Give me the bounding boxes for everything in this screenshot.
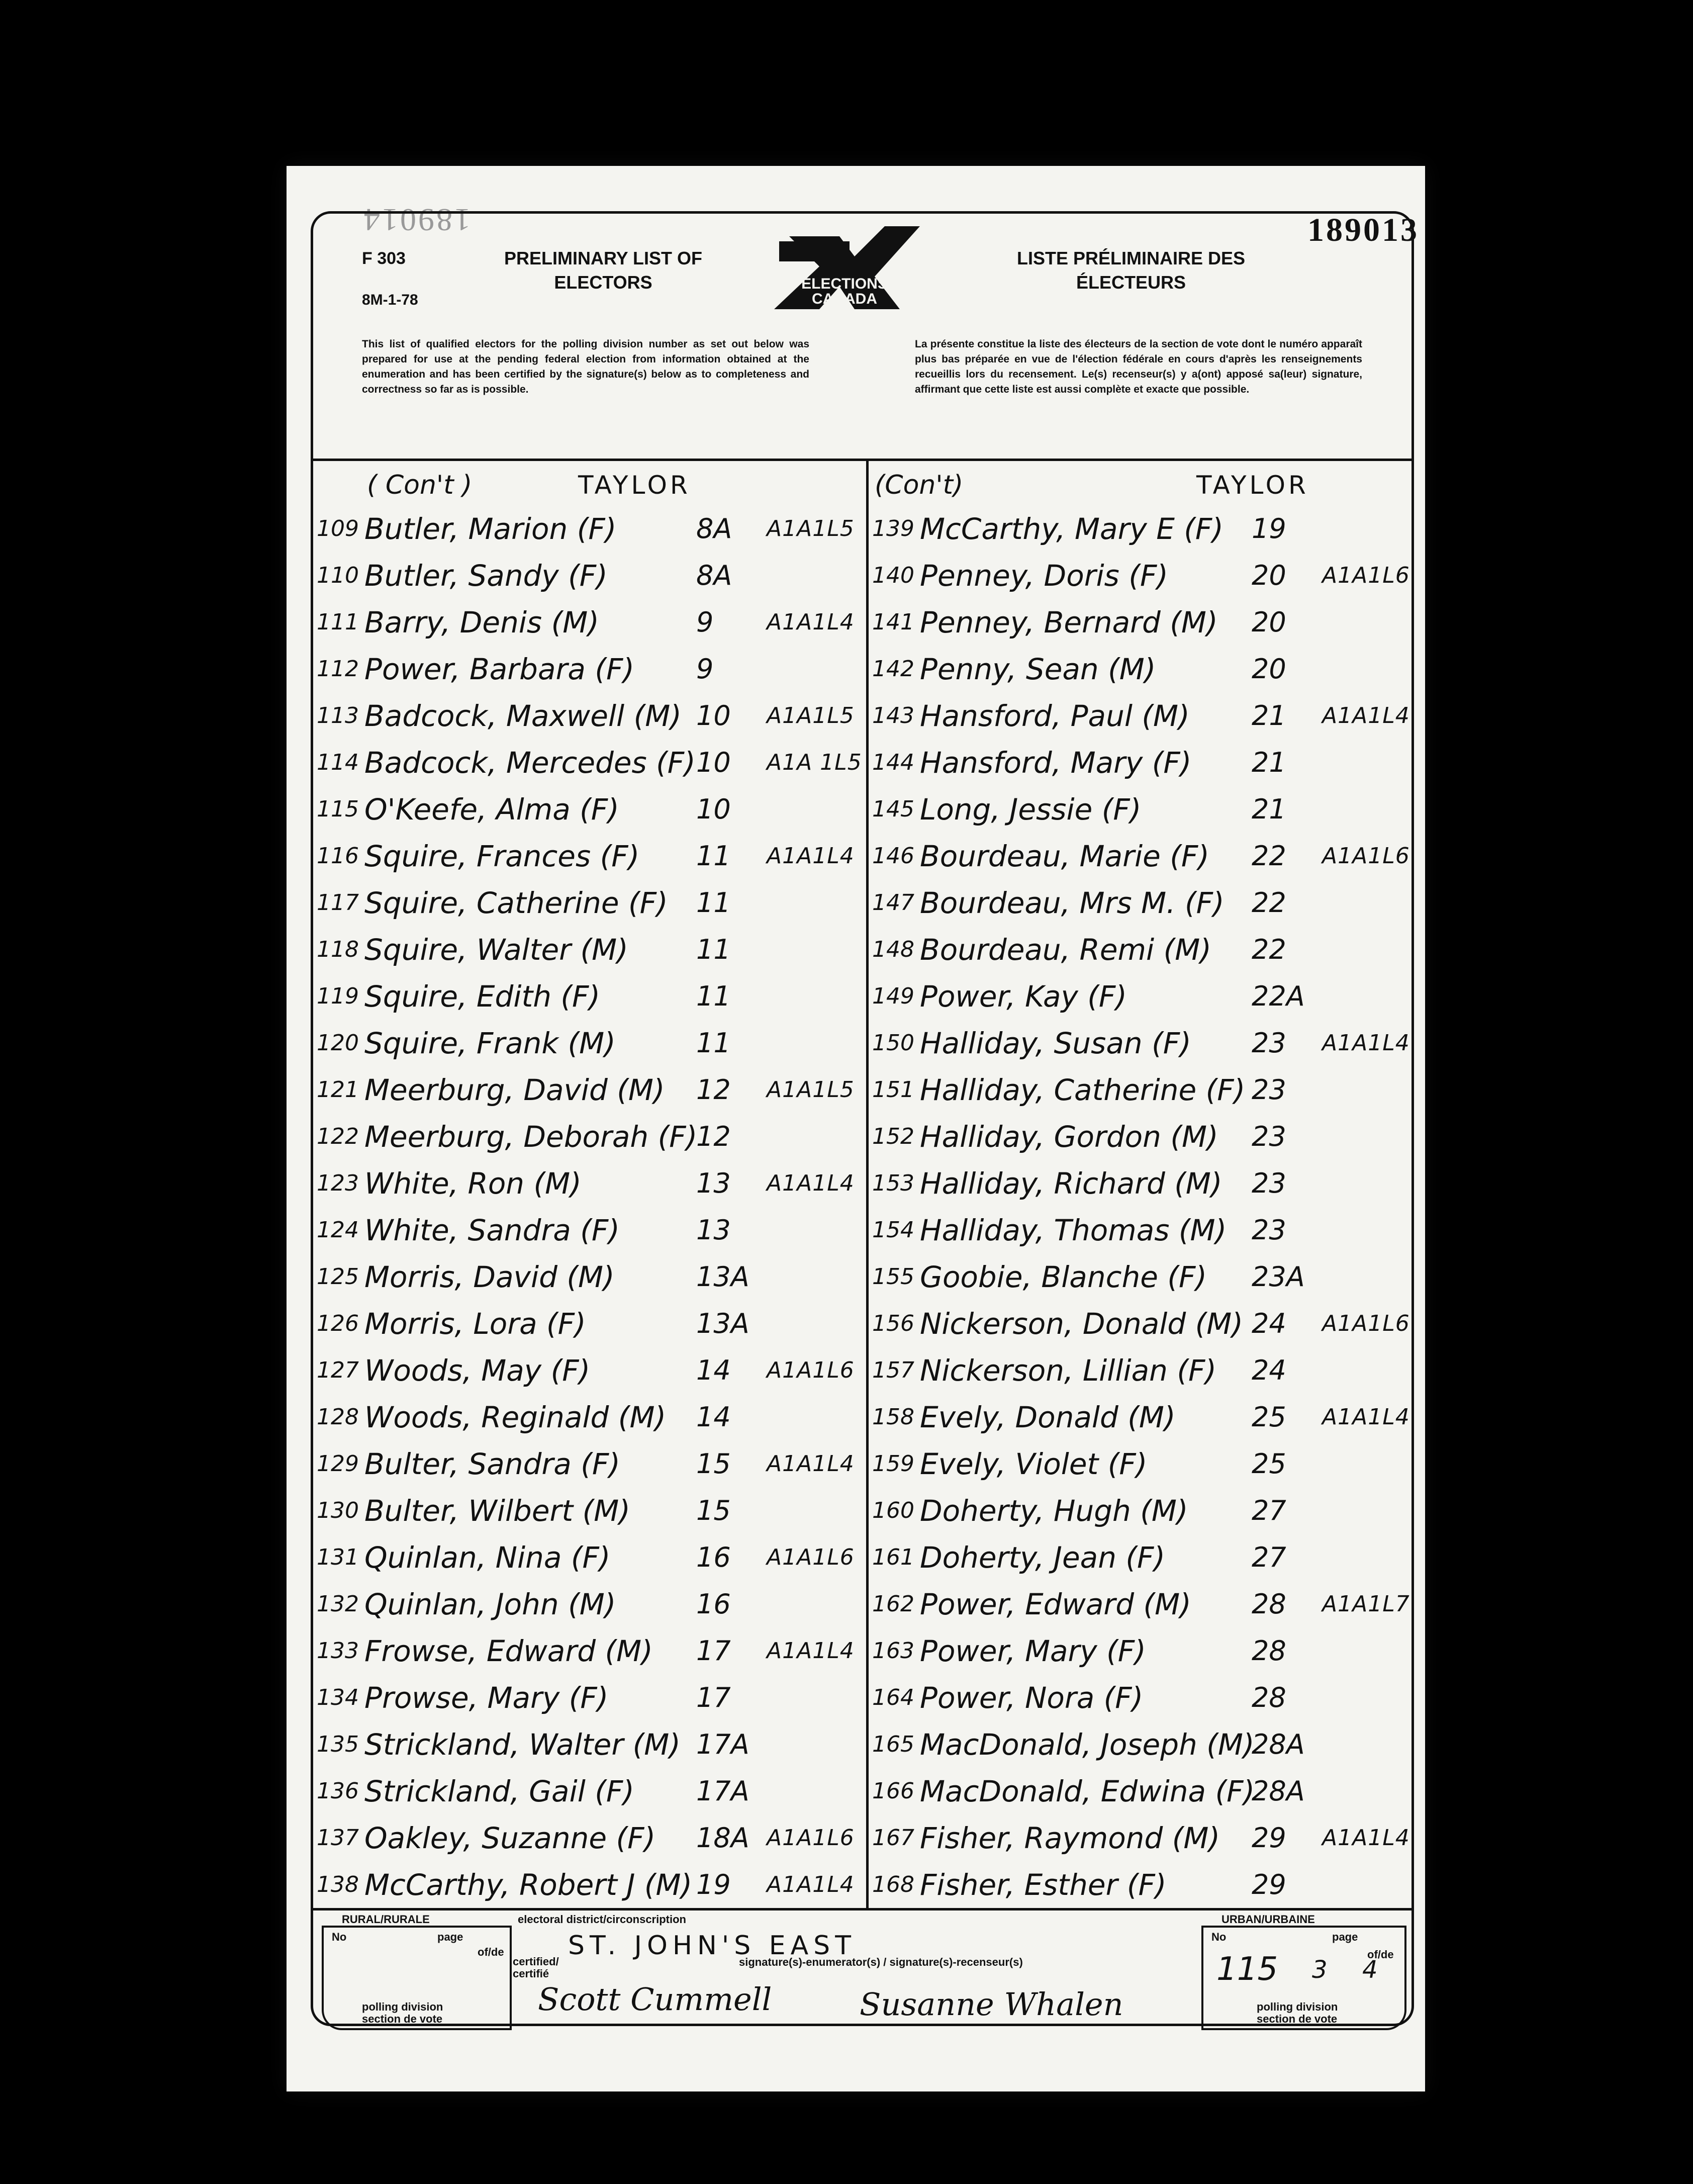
elector-name: Squire, Frank (M) <box>364 1026 616 1060</box>
elector-row <box>872 1160 1397 1207</box>
header-divider <box>311 459 1412 461</box>
house-number: 21 <box>1252 747 1286 778</box>
elector-name: Halliday, Richard (M) <box>920 1166 1222 1201</box>
elector-row <box>872 646 1397 692</box>
house-number: 29 <box>1252 1869 1286 1900</box>
elector-row <box>872 1394 1410 1440</box>
elector-number: 129 <box>317 1451 359 1477</box>
elector-name: Power, Kay (F) <box>920 979 1127 1014</box>
elector-number: 158 <box>872 1404 914 1430</box>
elector-row <box>872 1861 1397 1908</box>
elector-number: 153 <box>872 1170 914 1196</box>
elector-row <box>872 973 1397 1020</box>
elector-name: Barry, Denis (M) <box>364 605 599 640</box>
elector-name: Halliday, Susan (F) <box>920 1026 1191 1060</box>
house-number: 28A <box>1252 1728 1305 1760</box>
elector-row <box>317 1113 842 1160</box>
right-column-header <box>875 468 1309 503</box>
house-number: 23A <box>1252 1261 1305 1293</box>
rural-label: RURAL/RURALE <box>342 1913 430 1926</box>
elector-number: 110 <box>317 563 359 588</box>
elector-name: Oakley, Suzanne (F) <box>364 1821 656 1855</box>
elector-number: 147 <box>872 890 914 916</box>
elector-row <box>317 505 855 552</box>
house-number: 28A <box>1252 1775 1305 1807</box>
signatures-label: signature(s)-enumerator(s) / signature(s)-recenseur(s) <box>739 1956 1023 1968</box>
elector-name: Penney, Bernard (M) <box>920 605 1218 640</box>
elector-row <box>872 1674 1397 1721</box>
house-number: 28 <box>1252 1635 1286 1667</box>
elector-name: Evely, Donald (M) <box>920 1400 1176 1434</box>
elector-number: 166 <box>872 1778 914 1804</box>
urban-no-label: No <box>1211 1931 1227 1943</box>
urban-poll-label: polling division section de vote <box>1257 2000 1338 2025</box>
left-continued-label: ( Con't ) <box>367 470 473 500</box>
elector-number: 134 <box>317 1685 359 1710</box>
ghost-serial-number: 189014 <box>362 202 471 238</box>
house-number: 10 <box>696 793 731 825</box>
enumerator-signature-1: Scott Cummell <box>538 1981 772 2018</box>
notice-french: La présente constitue la liste des électeurs de la section de vote dont le numéro apparaît plus bas préparée en vue de l'élection fédérale en cours d'après les renseignements recueillis lors du recensement. Le(s) recenseur(s) y a(ont) apposé sa(leur) signature, affirmant que cette liste est aussi complète et exacte que possible. <box>915 338 1362 395</box>
elector-row <box>872 1440 1397 1487</box>
house-number: 11 <box>696 934 731 965</box>
title-french: LISTE PRÉLIMINAIRE DES ÉLECTEURS <box>1016 248 1246 293</box>
elector-row <box>872 505 1397 552</box>
elector-name: White, Ron (M) <box>364 1166 582 1201</box>
elector-name: Butler, Sandy (F) <box>364 558 608 593</box>
house-number: 16 <box>696 1588 731 1620</box>
elector-number: 130 <box>317 1498 359 1523</box>
elector-name: Squire, Catherine (F) <box>364 885 668 920</box>
elector-name: Woods, Reginald (M) <box>364 1400 667 1434</box>
house-number: 23 <box>1252 1214 1286 1246</box>
elector-name: Halliday, Gordon (M) <box>920 1119 1218 1154</box>
house-number: 28 <box>1252 1682 1286 1713</box>
elector-name: Power, Barbara (F) <box>364 652 634 686</box>
house-number: 28 <box>1252 1588 1286 1620</box>
elector-name: Bourdeau, Marie (F) <box>920 839 1209 873</box>
elector-name: Strickland, Walter (M) <box>364 1727 681 1762</box>
elector-name: Doherty, Jean (F) <box>920 1540 1166 1575</box>
elector-number: 133 <box>317 1638 359 1664</box>
elector-number: 139 <box>872 516 914 541</box>
postal-code: A1A1L4 <box>1322 1030 1410 1056</box>
electors-list-form <box>287 166 1425 2091</box>
house-number: 10 <box>696 747 731 778</box>
house-number: 20 <box>1252 653 1286 685</box>
elector-number: 157 <box>872 1357 914 1383</box>
elector-number: 111 <box>317 609 359 635</box>
elector-name: Prowse, Mary (F) <box>364 1680 609 1715</box>
elector-name: Fisher, Raymond (M) <box>920 1821 1220 1855</box>
elector-number: 159 <box>872 1451 914 1477</box>
elector-number: 148 <box>872 937 914 962</box>
elector-name: Penney, Doris (F) <box>920 558 1168 593</box>
house-number: 9 <box>696 653 714 685</box>
elector-row <box>872 1721 1397 1768</box>
elector-number: 126 <box>317 1311 359 1336</box>
elector-name: Power, Nora (F) <box>920 1680 1144 1715</box>
elector-row <box>872 1066 1397 1113</box>
elector-name: Bulter, Wilbert (M) <box>364 1493 630 1528</box>
elector-number: 114 <box>317 750 359 775</box>
elector-row <box>872 833 1410 879</box>
page-number: 3 <box>1312 1956 1328 1984</box>
elector-name: Hansford, Mary (F) <box>920 745 1192 780</box>
elector-row <box>872 1534 1397 1581</box>
elector-number: 151 <box>872 1077 914 1103</box>
elector-row <box>317 1394 842 1440</box>
elector-name: Halliday, Catherine (F) <box>920 1072 1246 1107</box>
elector-name: Fisher, Esther (F) <box>920 1867 1167 1902</box>
elector-row <box>317 1160 855 1207</box>
house-number: 25 <box>1252 1401 1286 1433</box>
house-number: 21 <box>1252 700 1286 732</box>
logo-wordmark: ELECTIONS CANADA <box>801 276 888 307</box>
elector-name: Bourdeau, Remi (M) <box>920 932 1211 967</box>
house-number: 11 <box>696 1027 731 1059</box>
elector-row <box>317 1861 855 1908</box>
house-number: 19 <box>696 1869 731 1900</box>
title-english: PRELIMINARY LIST OF ELECTORS <box>504 248 702 293</box>
elector-name: McCarthy, Robert J (M) <box>364 1867 693 1902</box>
elector-row <box>872 599 1397 646</box>
house-number: 13A <box>696 1308 749 1339</box>
rural-no-label: No <box>332 1931 347 1943</box>
elector-name: Hansford, Paul (M) <box>920 698 1190 733</box>
elector-number: 122 <box>317 1124 359 1149</box>
elector-row <box>317 926 842 973</box>
page-total: 4 <box>1362 1956 1378 1984</box>
house-number: 9 <box>696 606 714 638</box>
elector-number: 155 <box>872 1264 914 1290</box>
elector-number: 127 <box>317 1357 359 1383</box>
elector-row <box>317 552 842 599</box>
left-street-name: TAYLOR <box>578 471 691 500</box>
house-number: 10 <box>696 700 731 732</box>
elector-number: 167 <box>872 1825 914 1851</box>
elector-number: 160 <box>872 1498 914 1523</box>
house-number: 19 <box>1252 513 1286 544</box>
house-number: 20 <box>1252 606 1286 638</box>
house-number: 27 <box>1252 1495 1286 1526</box>
elector-number: 137 <box>317 1825 359 1851</box>
elector-number: 156 <box>872 1311 914 1336</box>
house-number: 15 <box>696 1448 731 1480</box>
elector-row <box>317 1581 842 1627</box>
elector-row <box>317 739 862 786</box>
postal-code: A1A1L4 <box>1322 1404 1410 1430</box>
elector-number: 140 <box>872 563 914 588</box>
postal-code: A1A1L6 <box>767 1544 855 1570</box>
elector-row <box>317 786 842 833</box>
house-number: 17A <box>696 1728 749 1760</box>
column-divider <box>866 460 869 1908</box>
house-number: 14 <box>696 1401 731 1433</box>
postal-code: A1A1L6 <box>1322 563 1410 588</box>
serial-number: 189013 <box>1307 212 1419 248</box>
elector-row <box>872 1768 1397 1814</box>
house-number: 17A <box>696 1775 749 1807</box>
elector-name: Halliday, Thomas (M) <box>920 1213 1227 1247</box>
house-number: 22 <box>1252 887 1286 919</box>
house-number: 11 <box>696 980 731 1012</box>
house-number: 22A <box>1252 980 1305 1012</box>
elector-number: 118 <box>317 937 359 962</box>
elector-number: 154 <box>872 1217 914 1243</box>
polling-division-number: 115 <box>1216 1951 1278 1988</box>
elector-number: 162 <box>872 1591 914 1617</box>
form-date: 8M-1-78 <box>362 292 418 308</box>
elector-row <box>872 1814 1410 1861</box>
elector-number: 109 <box>317 516 359 541</box>
elector-number: 113 <box>317 703 359 729</box>
left-column-header <box>367 468 691 503</box>
house-number: 23 <box>1252 1027 1286 1059</box>
elector-name: Morris, Lora (F) <box>364 1306 586 1341</box>
elector-row <box>317 879 842 926</box>
rural-of-label: of/de <box>478 1946 504 1958</box>
elector-name: Evely, Violet (F) <box>920 1446 1148 1481</box>
house-number: 17 <box>696 1635 731 1667</box>
elector-row <box>872 786 1397 833</box>
elector-name: MacDonald, Edwina (F) <box>920 1774 1255 1808</box>
elector-number: 149 <box>872 983 914 1009</box>
house-number: 13 <box>696 1167 731 1199</box>
elector-number: 115 <box>317 796 359 822</box>
house-number: 17 <box>696 1682 731 1713</box>
elector-name: Frowse, Edward (M) <box>364 1633 653 1668</box>
form-number: F 303 <box>362 249 406 268</box>
elector-name: McCarthy, Mary E (F) <box>920 511 1224 546</box>
house-number: 8A <box>696 560 732 591</box>
enumerator-signature-2: Susanne Whalen <box>860 1986 1123 2023</box>
elector-number: 128 <box>317 1404 359 1430</box>
house-number: 21 <box>1252 793 1286 825</box>
elector-name: Bourdeau, Mrs M. (F) <box>920 885 1225 920</box>
postal-code: A1A1L4 <box>767 843 855 869</box>
postal-code: A1A1L4 <box>767 1170 855 1196</box>
house-number: 16 <box>696 1541 731 1573</box>
elector-row <box>317 599 855 646</box>
elector-name: White, Sandra (F) <box>364 1213 620 1247</box>
house-number: 13A <box>696 1261 749 1293</box>
elector-row <box>872 926 1397 973</box>
elector-name: Badcock, Mercedes (F) <box>364 745 696 780</box>
elector-number: 121 <box>317 1077 359 1103</box>
elector-number: 152 <box>872 1124 914 1149</box>
elector-name: Quinlan, John (M) <box>364 1587 616 1621</box>
house-number: 20 <box>1252 560 1286 591</box>
elector-row <box>872 1581 1410 1627</box>
elector-name: Squire, Frances (F) <box>364 839 640 873</box>
elector-row <box>317 1440 855 1487</box>
urban-of-label: of/de <box>1367 1948 1394 1961</box>
elector-number: 124 <box>317 1217 359 1243</box>
elector-row <box>872 1253 1397 1300</box>
right-street-name: TAYLOR <box>1196 471 1309 500</box>
elector-name: Butler, Marion (F) <box>364 511 617 546</box>
elector-number: 117 <box>317 890 359 916</box>
elector-name: Penny, Sean (M) <box>920 652 1156 686</box>
elector-name: Power, Edward (M) <box>920 1587 1191 1621</box>
postal-code: A1A1L5 <box>767 703 855 729</box>
elector-number: 116 <box>317 843 359 869</box>
footer-divider <box>311 1908 1412 1910</box>
elector-row <box>872 692 1410 739</box>
postal-code: A1A1L4 <box>767 1872 855 1897</box>
elector-number: 136 <box>317 1778 359 1804</box>
elector-row <box>317 1814 855 1861</box>
elector-row <box>317 1347 855 1394</box>
elector-number: 168 <box>872 1872 914 1897</box>
elector-row <box>317 1020 842 1066</box>
house-number: 23 <box>1252 1167 1286 1199</box>
house-number: 11 <box>696 840 731 872</box>
elector-number: 163 <box>872 1638 914 1664</box>
elector-name: Morris, David (M) <box>364 1259 615 1294</box>
elector-number: 165 <box>872 1732 914 1757</box>
postal-code: A1A1L6 <box>767 1825 855 1851</box>
house-number: 23 <box>1252 1074 1286 1106</box>
elector-number: 112 <box>317 656 359 682</box>
elector-number: 164 <box>872 1685 914 1710</box>
elector-number: 119 <box>317 983 359 1009</box>
elector-name: O'Keefe, Alma (F) <box>364 792 619 827</box>
elector-number: 123 <box>317 1170 359 1196</box>
elector-row <box>872 1207 1397 1253</box>
postal-code: A1A1L4 <box>767 1451 855 1477</box>
postal-code: A1A1L7 <box>1322 1591 1410 1617</box>
elector-number: 138 <box>317 1872 359 1897</box>
elector-name: Doherty, Hugh (M) <box>920 1493 1188 1528</box>
elector-number: 142 <box>872 656 914 682</box>
elector-row <box>317 1487 842 1534</box>
elector-row <box>317 1066 855 1113</box>
house-number: 18A <box>696 1822 749 1854</box>
elector-row <box>317 1768 842 1814</box>
elector-number: 150 <box>872 1030 914 1056</box>
elector-name: Long, Jessie (F) <box>920 792 1142 827</box>
elector-name: Woods, May (F) <box>364 1353 591 1388</box>
district-label: electoral district/circonscription <box>518 1913 686 1926</box>
house-number: 11 <box>696 887 731 919</box>
elector-row <box>872 1627 1397 1674</box>
house-number: 12 <box>696 1121 731 1152</box>
elector-row <box>317 1627 855 1674</box>
certified-label: certified/ certifié <box>513 1955 559 1980</box>
elector-name: Squire, Edith (F) <box>364 979 601 1014</box>
elector-name: Bulter, Sandra (F) <box>364 1446 620 1481</box>
house-number: 22 <box>1252 840 1286 872</box>
elector-number: 144 <box>872 750 914 775</box>
house-number: 13 <box>696 1214 731 1246</box>
postal-code: A1A1L6 <box>1322 1311 1410 1336</box>
elector-name: Strickland, Gail (F) <box>364 1774 634 1808</box>
postal-code: A1A1L5 <box>767 516 855 541</box>
elector-number: 120 <box>317 1030 359 1056</box>
house-number: 24 <box>1252 1354 1286 1386</box>
elector-name: Meerburg, David (M) <box>364 1072 665 1107</box>
house-number: 24 <box>1252 1308 1286 1339</box>
house-number: 25 <box>1252 1448 1286 1480</box>
notice-english: This list of qualified electors for the polling division number as set out below was prepared for use at the pending federal election from information obtained at the enumeration and has been certified by the signature(s) below as to completeness and correctness so far as is possible. <box>362 338 809 395</box>
elector-row <box>317 1253 842 1300</box>
elector-row <box>872 1020 1410 1066</box>
elector-name: MacDonald, Joseph (M) <box>920 1727 1255 1762</box>
elector-name: Goobie, Blanche (F) <box>920 1259 1207 1294</box>
elector-row <box>317 1721 842 1768</box>
elector-row <box>317 1674 842 1721</box>
house-number: 27 <box>1252 1541 1286 1573</box>
postal-code: A1A1L4 <box>1322 1825 1410 1851</box>
elector-number: 161 <box>872 1544 914 1570</box>
house-number: 12 <box>696 1074 731 1106</box>
elector-row <box>317 646 842 692</box>
elector-row <box>872 879 1397 926</box>
rural-poll-label: polling division section de vote <box>362 2000 443 2025</box>
elector-number: 143 <box>872 703 914 729</box>
elector-row <box>872 1487 1397 1534</box>
elector-name: Quinlan, Nina (F) <box>364 1540 611 1575</box>
elector-row <box>317 692 855 739</box>
house-number: 29 <box>1252 1822 1286 1854</box>
urban-label: URBAN/URBAINE <box>1221 1913 1315 1926</box>
elector-number: 125 <box>317 1264 359 1290</box>
postal-code: A1A1L5 <box>767 1077 855 1103</box>
postal-code: A1A1L4 <box>767 609 855 635</box>
electoral-district: ST. JOHN'S EAST <box>568 1931 856 1961</box>
elector-row <box>872 1113 1397 1160</box>
urban-page-label: page <box>1332 1931 1358 1943</box>
elector-name: Nickerson, Donald (M) <box>920 1306 1243 1341</box>
elector-row <box>317 1300 842 1347</box>
elector-row <box>317 1534 855 1581</box>
elector-row <box>317 1207 842 1253</box>
elector-number: 132 <box>317 1591 359 1617</box>
elector-name: Badcock, Maxwell (M) <box>364 698 682 733</box>
elector-name: Meerburg, Deborah (F) <box>364 1119 698 1154</box>
elector-number: 141 <box>872 609 914 635</box>
elector-row <box>872 1347 1397 1394</box>
elector-row <box>317 833 855 879</box>
elector-number: 131 <box>317 1544 359 1570</box>
elector-row <box>872 552 1410 599</box>
elector-row <box>872 739 1397 786</box>
right-continued-label: (Con't) <box>875 470 964 500</box>
postal-code: A1A 1L5 <box>767 750 862 775</box>
house-number: 15 <box>696 1495 731 1526</box>
elector-number: 145 <box>872 796 914 822</box>
elector-name: Nickerson, Lillian (F) <box>920 1353 1216 1388</box>
elector-number: 146 <box>872 843 914 869</box>
house-number: 8A <box>696 513 732 544</box>
house-number: 23 <box>1252 1121 1286 1152</box>
elector-number: 135 <box>317 1732 359 1757</box>
elector-name: Squire, Walter (M) <box>364 932 628 967</box>
postal-code: A1A1L6 <box>1322 843 1410 869</box>
house-number: 14 <box>696 1354 731 1386</box>
elector-row <box>872 1300 1410 1347</box>
postal-code: A1A1L6 <box>767 1357 855 1383</box>
rural-page-label: page <box>437 1931 463 1943</box>
house-number: 22 <box>1252 934 1286 965</box>
elector-name: Power, Mary (F) <box>920 1633 1146 1668</box>
postal-code: A1A1L4 <box>767 1638 855 1664</box>
postal-code: A1A1L4 <box>1322 703 1410 729</box>
elector-row <box>317 973 842 1020</box>
